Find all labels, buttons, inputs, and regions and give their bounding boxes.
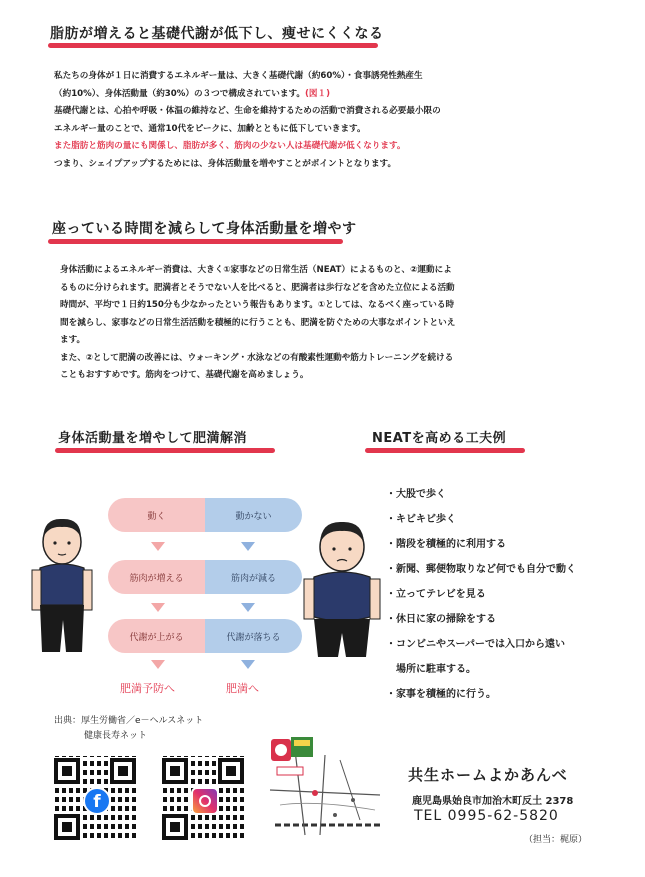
section1-underline [48,43,378,48]
neat-list [386,482,576,707]
s1-line2: （約10%）、身体活動量（約30%）の３つで構成されています。(図１) [54,88,331,99]
list-item: ・キビキビ歩く [386,514,456,525]
list-item: 場所に駐車する。 [386,664,476,675]
facebook-icon: f [83,787,111,815]
neat-title: NEATを高める工夫例 [372,431,507,446]
address: 鹿児島県始良市加治木町反土 2378 [412,796,574,807]
instagram-qr-code[interactable] [160,756,246,842]
list-item: ・家事を積極的に行う。 [386,689,496,700]
no-move-box: 動かない [205,498,302,532]
contact-person: （担当：梶原） [524,835,588,845]
s2-line: また、②として肥満の改善には、ウォーキング・水泳などの有酸素性運動や筋力トレーニングを続ける [60,352,454,363]
s1-line3: 基礎代謝とは、心拍や呼吸・体温の維持など、生命を維持するための活動で消費される必要最小限の [54,106,441,116]
list-item: ・休日に家の掃除をする [386,614,496,625]
qr-finder [162,758,188,784]
source-line1: 出典：厚生労働省／e－ヘルスネット [54,716,204,726]
facebook-qr-code[interactable] [52,756,138,842]
qr-finder [110,758,136,784]
left-result: 肥満予防へ [120,682,175,695]
arrow-down-icon [241,660,255,669]
inactive-person-illustration [302,515,382,660]
phone-number[interactable]: TEL 0995-62-5820 [414,808,559,824]
section2-underline [48,239,343,244]
qr-finder [218,758,244,784]
list-item: ・立ってテレビを見る [386,589,486,600]
list-item: ・コンビニやスーパーでは入口から遠い [386,639,565,650]
s2-line: 身体活動によるエネルギー消費は、大きく①家事などの日常生活（NEAT）によるものと、②運動によ [60,265,452,275]
list-item: ・階段を積極的に利用する [386,539,506,550]
arrow-down-icon [151,660,165,669]
s1-line1: 私たちの身体が１日に消費するエネルギー量は、大きく基礎代謝（約60%）・食事誘発性熱産生 [54,71,423,81]
neat-underline [365,448,525,453]
arrow-down-icon [151,542,165,551]
active-person-illustration [26,510,98,655]
section2-body [60,262,620,385]
section1-body [54,68,614,173]
s2-line: るものに分けられます。肥満者とそうでない人を比べると、肥満者は歩行などを含めた立位による活動 [60,282,455,293]
metabolism-up-box: 代謝が上がる [108,619,205,653]
diagram-underline [55,448,275,453]
s1-line6: つまり、シェイプアップするためには、身体活動量を増やすことがポイントとなります。 [54,158,397,169]
diagram-title: 身体活動量を増やして肥満解消 [58,431,248,446]
s1-line4: エネルギー量のことで、通常10代をピークに、加齢とともに低下していきます。 [54,123,366,134]
qr-finder [162,814,188,840]
arrow-down-icon [151,603,165,612]
right-result: 肥満へ [226,682,259,695]
section2-title: 座っている時間を減らして身体活動量を増やす [52,221,357,237]
move-box: 動く [108,498,205,532]
source-line2: 健康長寿ネット [84,731,148,741]
muscle-up-box: 筋肉が増える [108,560,205,594]
qr-finder [54,814,80,840]
list-item: ・大股で歩く [386,489,446,500]
arrow-down-icon [241,603,255,612]
s2-line: こともおすすめです。筋肉をつけて、基礎代謝を高めましょう。 [60,370,309,380]
s2-line: 時間が、平均で１日約150分も少なかったという報告もあります。①としては、なるべく座っている時 [60,300,455,310]
instagram-icon [191,787,219,815]
section1-title: 脂肪が増えると基礎代謝が低下し、痩せにくくなる [50,26,384,42]
arrow-down-icon [241,542,255,551]
qr-finder [54,758,80,784]
s2-line: 間を減らし、家事などの日常生活活動を積極的に行うことも、肥満を防ぐための大事なポイントといえ [60,317,456,328]
s1-line5: また脂肪と筋肉の量にも関係し、脂肪が多く、筋肉の少ない人は基礎代謝が低くなります。 [54,141,406,151]
org-name: 共生ホームよかあんべ [408,766,568,784]
metabolism-down-box: 代謝が落ちる [205,619,302,653]
s2-line: ます。 [60,335,86,345]
muscle-down-box: 筋肉が減る [205,560,302,594]
location-map [265,735,385,845]
list-item: ・新聞、郵便物取りなど何でも自分で動く [386,564,576,575]
figure-ref: (図１) [305,88,331,99]
